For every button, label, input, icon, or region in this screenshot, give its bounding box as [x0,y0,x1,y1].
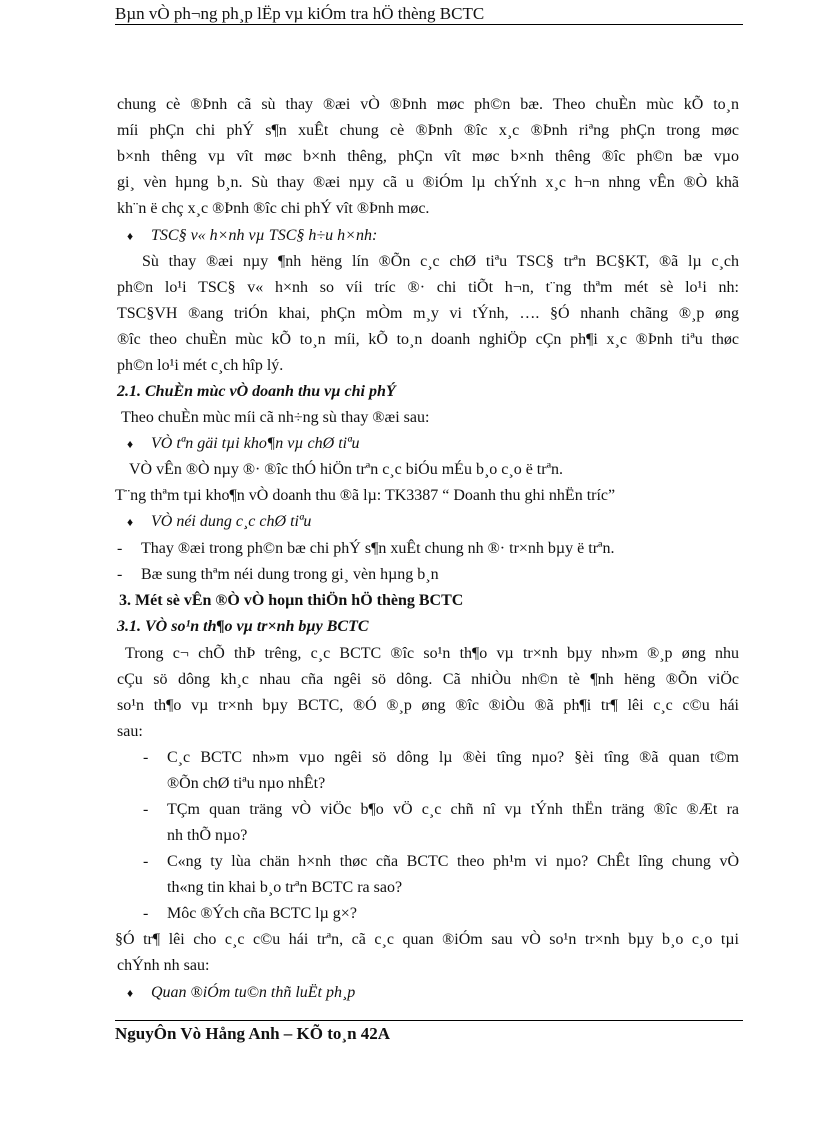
dash-marker: - [117,566,123,583]
list-item-continued: ®Õn chØ tiªu nµo nhÊt? [167,775,326,792]
text-line: chÝnh nh sau: [117,957,210,974]
section-heading: 3. Mét sè vÊn ®Ò vÒ hoµn thiÖn hÖ thèng BCTC [119,592,464,609]
dash-marker: - [143,749,149,766]
bullet-diamond-icon: ♦ [127,229,134,243]
text-line: so¹n th¶o vµ tr×nh bµy BCTC, ®Ó ®¸p øng ®îc ®iÒu ®ã ph¶i tr¶ lêi c¸c c©u hái [117,697,739,714]
page-header: Bµn vÒ ph¬ng ph¸p lËp vµ kiÓm tra hÖ thèng BCTC [115,4,485,23]
bullet-heading: VÒ néi dung c¸c chØ tiªu [151,513,312,530]
bullet-heading: TSC§ v« h×nh vµ TSC§ h÷u h×nh: [151,227,378,244]
text-line: cÇu sö dông kh¸c nhau cña ngêi sö dông. Cã nhiÒu nh©n tè ¶nh hëng ®Õn viÖc [117,671,739,688]
bullet-diamond-icon: ♦ [127,515,134,529]
list-item-continued: nh thÕ nµo? [167,827,248,844]
text-line: Sù thay ®æi nµy ¶nh hëng lín ®Õn c¸c chØ tiªu TSC§ trªn BC§KT, ®ã lµ c¸ch [142,253,739,270]
dash-marker: - [117,540,123,557]
dash-marker: - [143,801,149,818]
text-line: VÒ vÊn ®Ò nµy ®· ®îc thÓ hiÖn trªn c¸c biÓu mÉu b¸o c¸o ë trªn. [129,461,563,478]
bullet-diamond-icon: ♦ [127,437,134,451]
text-line: míi phÇn chi phÝ s¶n xuÊt chung cè ®Þnh ®îc x¸c ®Þnh riªng phÇn trong møc [117,122,739,139]
text-line: Theo chuÈn mùc míi cã nh÷ng sù thay ®æi sau: [121,409,430,426]
text-line: kh¨n ë chç x¸c ®Þnh ®îc chi phÝ vît ®Þnh møc. [117,200,430,217]
list-item: TÇm quan träng vÒ viÖc b¶o vÖ c¸c chñ nî vµ tÝnh thËn träng ®îc ®Æt ra [167,801,739,818]
text-line: §Ó tr¶ lêi cho c¸c c©u hái trªn, cã c¸c quan ®iÓm sau vÒ so¹n tr×nh bµy b¸o c¸o tµi [115,931,739,948]
dash-marker: - [143,905,149,922]
subsection-heading: 3.1. VÒ so¹n th¶o vµ tr×nh bµy BCTC [117,618,369,635]
text-line: Thay ®æi trong ph©n bæ chi phÝ s¶n xuÊt chung nh ®· tr×nh bµy ë trªn. [141,540,615,557]
header-rule [115,24,743,25]
text-line: sau: [117,723,143,740]
list-item-continued: th«ng tin khai b¸o trªn BCTC ra sao? [167,879,403,896]
bullet-diamond-icon: ♦ [127,986,134,1000]
list-item: Môc ®Ých cña BCTC lµ g×? [167,905,357,922]
list-item: C¸c BCTC nh»m vµo ngêi sö dông lµ ®èi tîng nµo? §èi tîng ®ã quan t©m [167,749,739,766]
text-line: TSC§VH ®ang triÓn khai, phÇn mÒm m¸y vi tÝnh, …. §Ó nhanh chãng ®¸p øng [117,305,739,322]
text-line: gi¸ vèn hµng b¸n. Sù thay ®æi nµy cã u ®iÓm lµ chÝnh x¸c h¬n nhng vÊn ®Ò khã [117,174,739,191]
text-line: ®îc theo chuÈn mùc kÕ to¸n míi, kÕ to¸n doanh nghiÖp cÇn ph¶i x¸c ®Þnh tiªu thøc [117,331,739,348]
text-line: T¨ng thªm tµi kho¶n vÒ doanh thu ®ã lµ: TK3387 “ Doanh thu ghi nhËn tríc” [115,487,616,504]
bullet-heading: Quan ®iÓm tu©n thñ luËt ph¸p [151,984,356,1001]
section-heading: 2.1. ChuÈn mùc vÒ doanh thu vµ chi phÝ [117,383,396,400]
text-line: b×nh thêng vµ vît møc b×nh thêng, phÇn vît møc b×nh thêng ®îc ph©n bæ vµo [117,148,739,165]
text-line: Bæ sung thªm néi dung trong gi¸ vèn hµng b¸n [141,566,439,583]
text-line: Trong c¬ chÕ thÞ trêng, c¸c BCTC ®îc so¹n th¶o vµ tr×nh bµy nh»m ®¸p øng nhu [125,645,739,662]
bullet-heading: VÒ tªn gäi tµi kho¶n vµ chØ tiªu [151,435,360,452]
dash-marker: - [143,853,149,870]
text-line: ph©n lo¹i TSC§ v« h×nh so víi tríc ®· chi tiÕt h¬n, t¨ng thªm mét sè lo¹i nh: [117,279,739,296]
text-line: ph©n lo¹i mét c¸ch hîp lý. [117,357,284,374]
page-footer: NguyÔn Vò Hång Anh – KÕ to¸n 42A [115,1024,391,1043]
list-item: C«ng ty lùa chän h×nh thøc cña BCTC theo ph¹m vi nµo? ChÊt lîng chung vÒ [167,853,739,870]
text-line: chung cè ®Þnh cã sù thay ®æi vÒ ®Þnh møc ph©n bæ. Theo chuÈn mùc kÕ to¸n [117,96,739,113]
footer-rule [115,1020,743,1021]
